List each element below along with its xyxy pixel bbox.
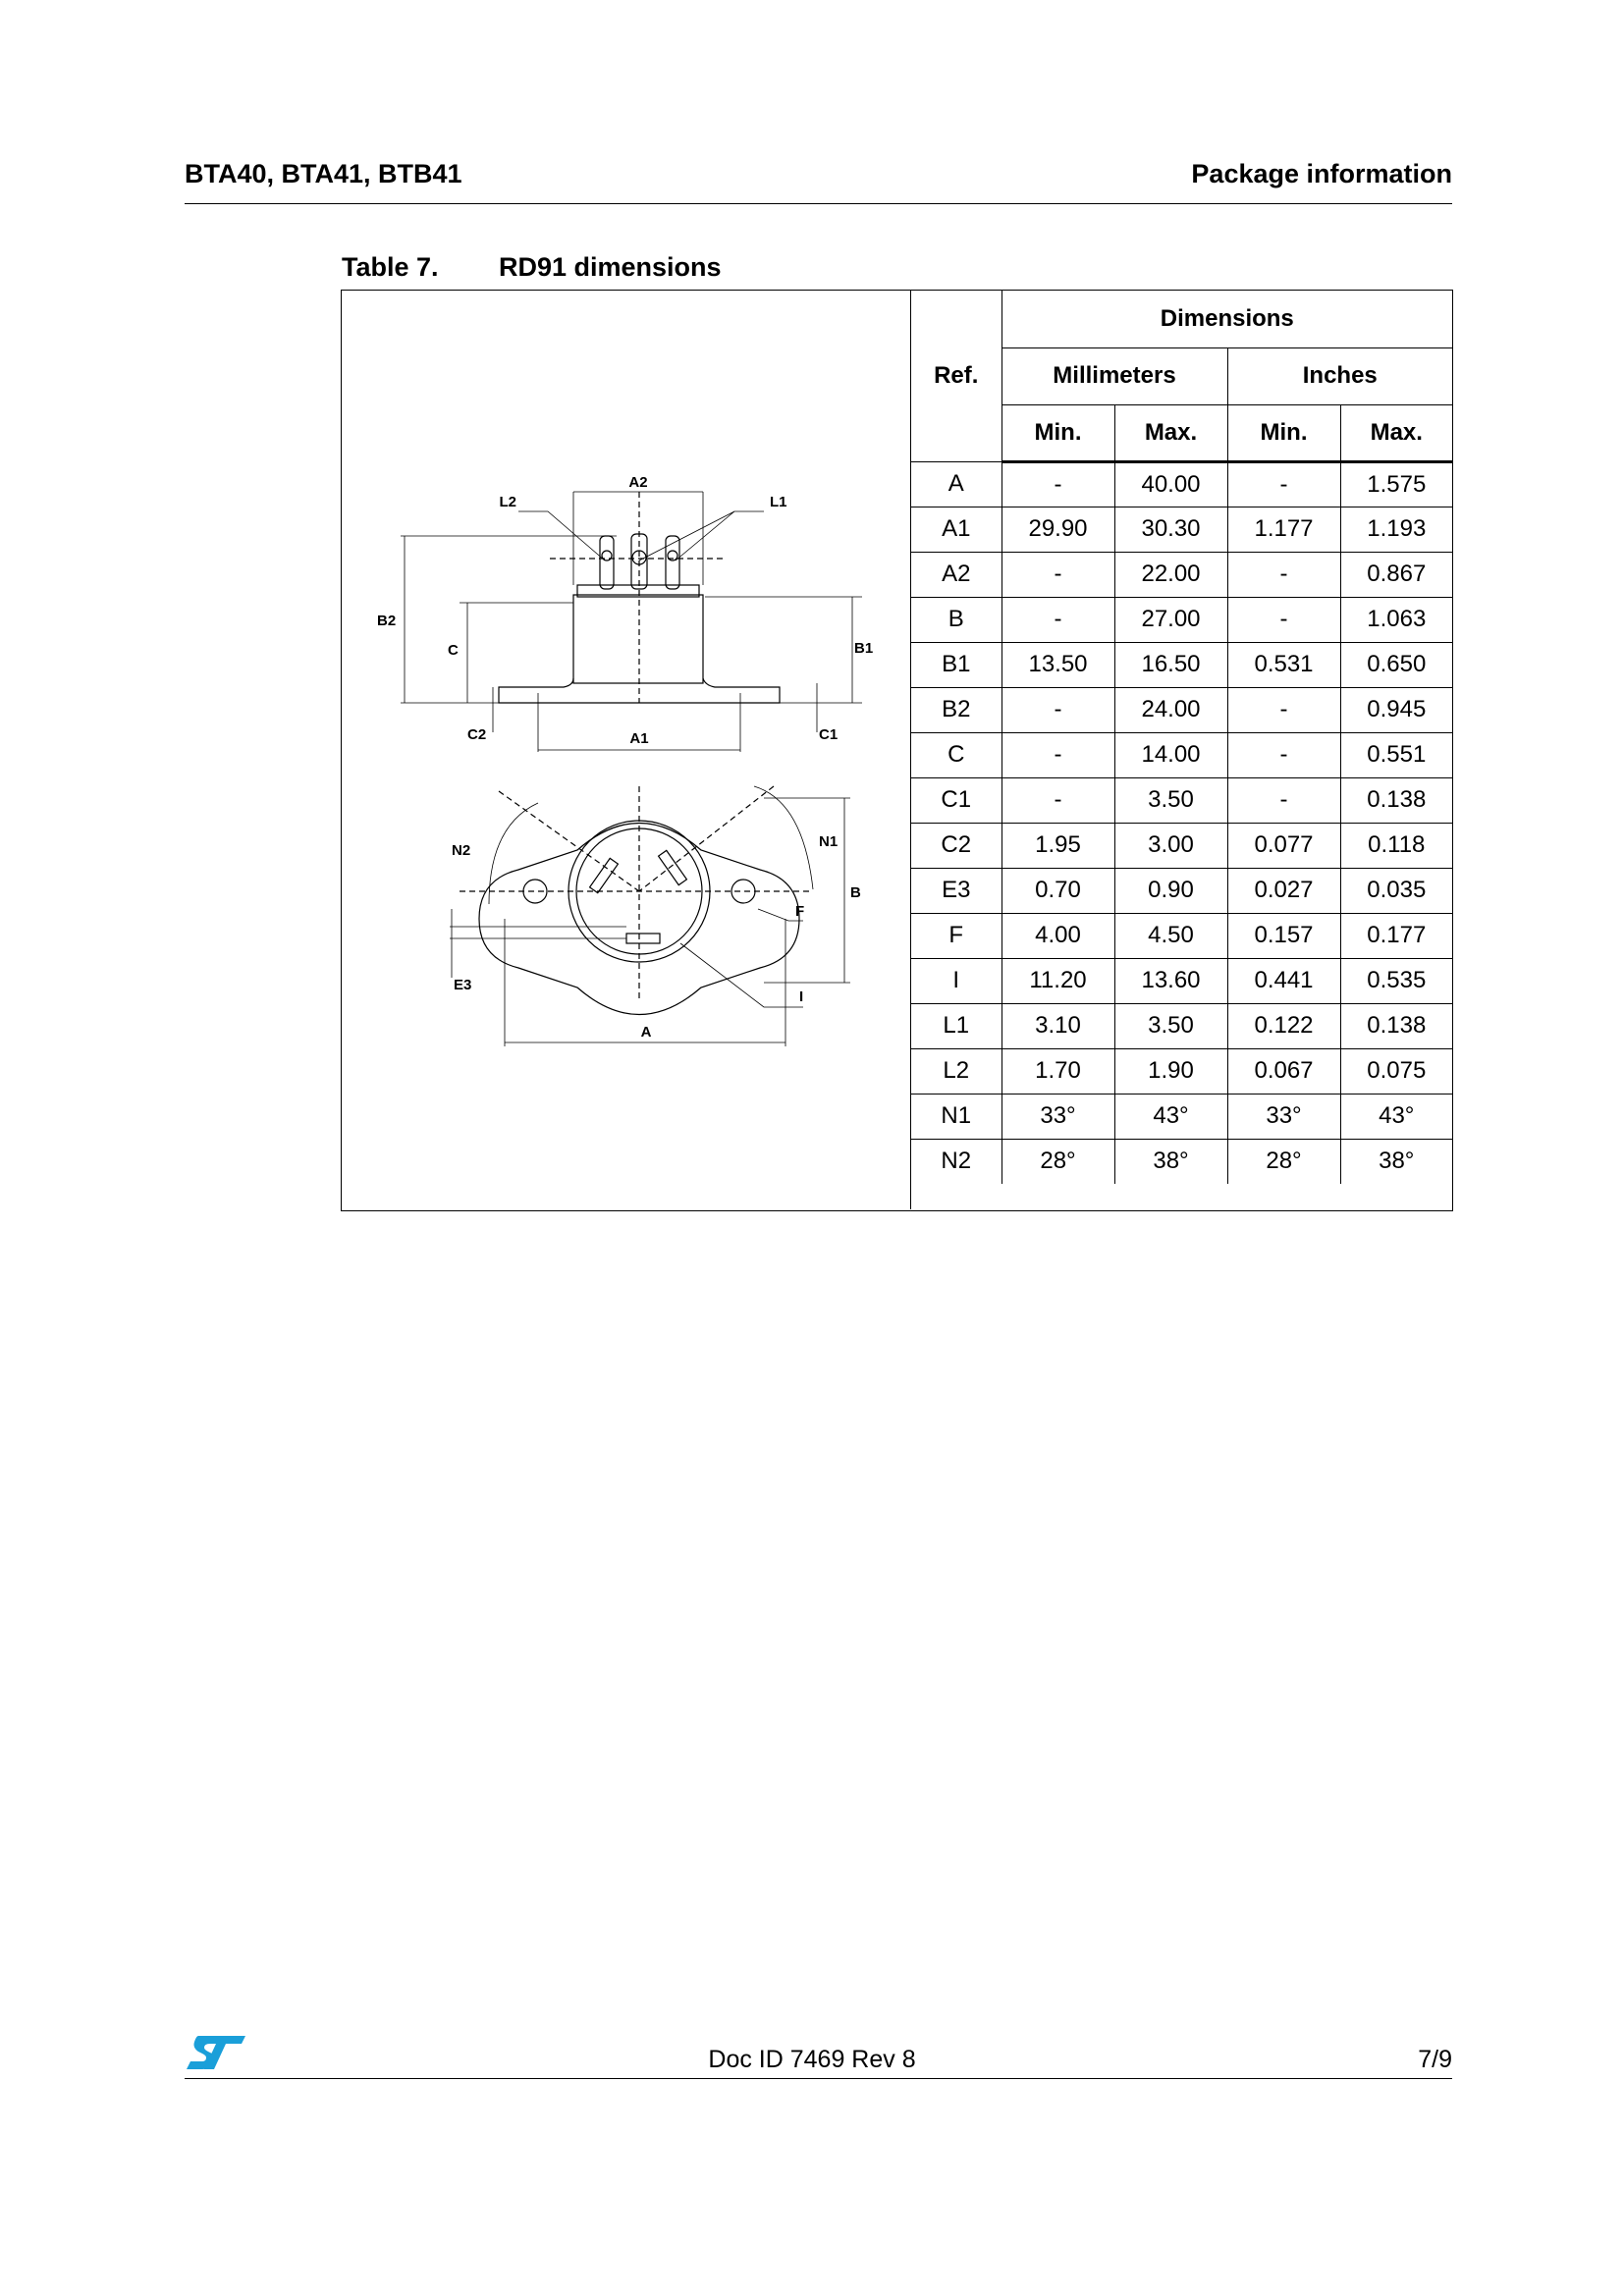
cell-mm-min: 3.10 xyxy=(1001,1003,1114,1048)
cell-ref: B xyxy=(911,597,1001,642)
bottom-terminal-2 xyxy=(659,850,687,884)
cell-mm-min: 0.70 xyxy=(1001,868,1114,913)
table-row xyxy=(911,958,1452,1003)
cell-mm-min: - xyxy=(1001,461,1114,507)
cell-ref: C1 xyxy=(911,777,1001,823)
cell-ref: A1 xyxy=(911,507,1001,552)
cell-in-min: 0.441 xyxy=(1227,958,1340,1003)
cell-mm-max: 3.50 xyxy=(1114,777,1227,823)
footer-rule xyxy=(185,2078,1452,2079)
label-b2: B2 xyxy=(377,613,397,629)
cell-ref: C2 xyxy=(911,823,1001,868)
cell-mm-max: 22.00 xyxy=(1114,552,1227,597)
cell-in-max: 0.138 xyxy=(1340,777,1452,823)
table-row xyxy=(911,1139,1452,1184)
cell-mm-max: 3.00 xyxy=(1114,823,1227,868)
cell-in-max: 0.945 xyxy=(1340,687,1452,732)
header-dimensions: Dimensions xyxy=(1001,291,1452,347)
angle-arc-n1 xyxy=(754,786,813,889)
terminal-right xyxy=(666,536,679,589)
cell-mm-min: 1.70 xyxy=(1001,1048,1114,1094)
label-c1: C1 xyxy=(819,726,839,743)
header-inches: Inches xyxy=(1227,347,1452,404)
bottom-terminal-3 xyxy=(626,934,660,943)
cell-ref: F xyxy=(911,913,1001,958)
table-row xyxy=(911,461,1452,507)
cell-ref: I xyxy=(911,958,1001,1003)
table-row xyxy=(911,642,1452,687)
side-body xyxy=(573,595,703,683)
label-a1: A1 xyxy=(629,730,649,747)
header-in-max: Max. xyxy=(1340,404,1452,461)
cell-ref: B2 xyxy=(911,687,1001,732)
label-i: I xyxy=(799,988,804,1005)
cell-mm-max: 4.50 xyxy=(1114,913,1227,958)
cell-in-min: - xyxy=(1227,732,1340,777)
label-n1: N1 xyxy=(819,833,839,850)
cell-in-max: 0.035 xyxy=(1340,868,1452,913)
cell-ref: E3 xyxy=(911,868,1001,913)
header-millimeters: Millimeters xyxy=(1001,347,1227,404)
label-n2: N2 xyxy=(452,842,471,859)
cell-ref: A2 xyxy=(911,552,1001,597)
angle-arc-n2 xyxy=(489,803,538,904)
cell-mm-min: - xyxy=(1001,552,1114,597)
cell-ref: N2 xyxy=(911,1139,1001,1184)
table-row xyxy=(911,1003,1452,1048)
cell-in-min: - xyxy=(1227,777,1340,823)
label-c: C xyxy=(448,642,459,659)
cell-mm-min: 11.20 xyxy=(1001,958,1114,1003)
table-row xyxy=(911,823,1452,868)
cell-ref: B1 xyxy=(911,642,1001,687)
cell-mm-min: 4.00 xyxy=(1001,913,1114,958)
cell-ref: N1 xyxy=(911,1094,1001,1139)
label-e3: E3 xyxy=(454,977,472,993)
label-c2: C2 xyxy=(467,726,487,743)
cell-in-min: 0.122 xyxy=(1227,1003,1340,1048)
cell-mm-min: 28° xyxy=(1001,1139,1114,1184)
cell-mm-max: 40.00 xyxy=(1114,461,1227,507)
header-mm-max: Max. xyxy=(1114,404,1227,461)
cell-in-min: - xyxy=(1227,461,1340,507)
footer-page-number: 7/9 xyxy=(1418,2046,1452,2073)
cell-mm-min: 1.95 xyxy=(1001,823,1114,868)
table-row xyxy=(911,868,1452,913)
cell-in-max: 0.138 xyxy=(1340,1003,1452,1048)
cell-in-max: 38° xyxy=(1340,1139,1452,1184)
cell-ref: C xyxy=(911,732,1001,777)
cell-mm-max: 27.00 xyxy=(1114,597,1227,642)
section-title: Package information xyxy=(1191,159,1452,188)
cell-mm-max: 14.00 xyxy=(1114,732,1227,777)
cell-mm-min: - xyxy=(1001,597,1114,642)
table-body xyxy=(911,461,1452,1184)
cell-mm-min: - xyxy=(1001,687,1114,732)
cell-mm-max: 38° xyxy=(1114,1139,1227,1184)
rd91-package-drawing xyxy=(342,291,909,1209)
table-caption xyxy=(342,252,722,283)
header-rule xyxy=(185,203,1452,204)
cell-mm-max: 0.90 xyxy=(1114,868,1227,913)
label-a: A xyxy=(640,1024,652,1041)
cell-in-min: 33° xyxy=(1227,1094,1340,1139)
footer-doc-id: Doc ID 7469 Rev 8 xyxy=(708,2046,916,2073)
cell-in-max: 0.535 xyxy=(1340,958,1452,1003)
table-caption-title: RD91 dimensions xyxy=(499,252,722,282)
cell-in-max: 43° xyxy=(1340,1094,1452,1139)
cell-in-max: 0.177 xyxy=(1340,913,1452,958)
table-row xyxy=(911,597,1452,642)
table-row xyxy=(911,687,1452,732)
header-ref: Ref. xyxy=(911,291,1001,461)
cell-mm-max: 43° xyxy=(1114,1094,1227,1139)
table-row xyxy=(911,552,1452,597)
cell-ref: L1 xyxy=(911,1003,1001,1048)
cell-mm-min: - xyxy=(1001,777,1114,823)
cell-mm-max: 16.50 xyxy=(1114,642,1227,687)
cell-in-max: 1.193 xyxy=(1340,507,1452,552)
label-l1: L1 xyxy=(770,494,787,510)
terminal-left xyxy=(600,536,614,589)
header-mm-min: Min. xyxy=(1001,404,1114,461)
cell-in-max: 0.551 xyxy=(1340,732,1452,777)
table-row xyxy=(911,507,1452,552)
cell-mm-min: 29.90 xyxy=(1001,507,1114,552)
cell-in-min: 0.067 xyxy=(1227,1048,1340,1094)
cell-in-max: 0.118 xyxy=(1340,823,1452,868)
package-drawing xyxy=(342,291,911,1209)
table-row xyxy=(911,732,1452,777)
table-row xyxy=(911,777,1452,823)
document-title: BTA40, BTA41, BTB41 xyxy=(185,159,462,188)
table-row xyxy=(911,1094,1452,1139)
table-row xyxy=(911,1048,1452,1094)
cell-ref: A xyxy=(911,461,1001,507)
cell-in-min: 1.177 xyxy=(1227,507,1340,552)
cell-in-min: - xyxy=(1227,552,1340,597)
cell-in-min: 0.077 xyxy=(1227,823,1340,868)
cell-mm-min: - xyxy=(1001,732,1114,777)
header-in-min: Min. xyxy=(1227,404,1340,461)
cell-in-max: 1.575 xyxy=(1340,461,1452,507)
cell-in-min: 0.531 xyxy=(1227,642,1340,687)
cell-mm-min: 13.50 xyxy=(1001,642,1114,687)
cell-in-max: 0.867 xyxy=(1340,552,1452,597)
label-a2: A2 xyxy=(628,474,648,491)
cell-in-max: 1.063 xyxy=(1340,597,1452,642)
cell-mm-max: 24.00 xyxy=(1114,687,1227,732)
cell-in-min: 0.027 xyxy=(1227,868,1340,913)
cell-mm-min: 33° xyxy=(1001,1094,1114,1139)
label-b: B xyxy=(850,884,861,901)
cell-in-min: - xyxy=(1227,687,1340,732)
cell-mm-max: 30.30 xyxy=(1114,507,1227,552)
cell-in-min: - xyxy=(1227,597,1340,642)
cell-mm-max: 13.60 xyxy=(1114,958,1227,1003)
label-b1: B1 xyxy=(854,640,874,657)
table-caption-number: Table 7. xyxy=(342,252,439,282)
cell-in-max: 0.075 xyxy=(1340,1048,1452,1094)
bottom-terminal-1 xyxy=(590,858,619,892)
cell-in-min: 0.157 xyxy=(1227,913,1340,958)
label-f: F xyxy=(795,903,805,920)
rd91-dimensions-table xyxy=(911,291,1452,1184)
table-row xyxy=(911,913,1452,958)
label-l2: L2 xyxy=(499,494,516,510)
cell-in-min: 28° xyxy=(1227,1139,1340,1184)
cell-ref: L2 xyxy=(911,1048,1001,1094)
cell-mm-max: 1.90 xyxy=(1114,1048,1227,1094)
cell-in-max: 0.650 xyxy=(1340,642,1452,687)
dimensions-table-frame xyxy=(341,290,1453,1211)
cell-mm-max: 3.50 xyxy=(1114,1003,1227,1048)
